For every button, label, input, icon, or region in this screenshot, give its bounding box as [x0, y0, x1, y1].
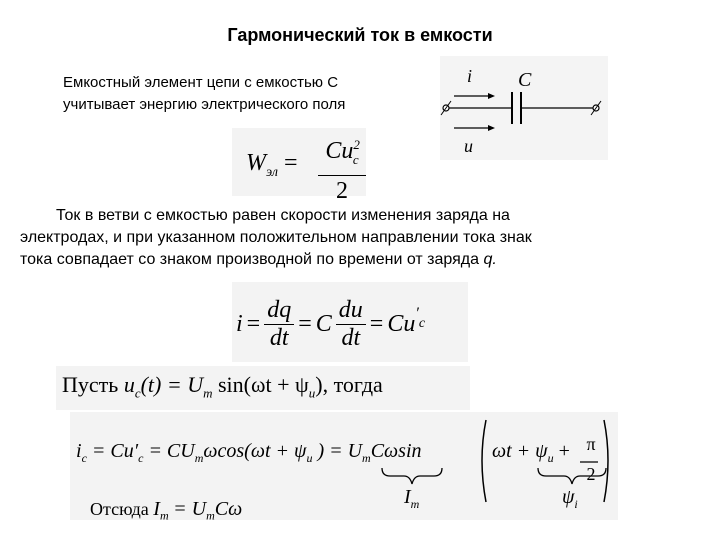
current-label: i	[467, 66, 473, 86]
under-im: I	[404, 486, 411, 508]
hence-line	[90, 498, 242, 524]
bracket-psi-sub: u	[547, 451, 554, 465]
hence-um-sub: m	[206, 508, 215, 523]
energy-lhs-symbol: W	[246, 150, 266, 176]
page-title: Гармонический ток в емкости	[227, 25, 493, 45]
paragraph-line-3: тока совпадает со знаком производной по времени от заряда	[20, 251, 480, 268]
current-arrow-head	[488, 93, 495, 99]
energy-formula-fraction	[318, 130, 366, 206]
deriv-i: i	[236, 310, 243, 337]
current-cu-sub: c	[138, 451, 144, 465]
let-then-word: тогда	[333, 372, 383, 397]
let-func-sub: c	[134, 385, 141, 401]
under-im-sub: m	[410, 497, 420, 511]
current-cu: = Cu	[91, 440, 134, 462]
deriv-dt-2: dt	[341, 324, 361, 351]
deriv-prime: ′	[415, 305, 419, 322]
paragraph-line-2: электродах, и при указанном положительном направлении тока знак	[20, 229, 532, 246]
underbrace-psi	[538, 468, 606, 484]
energy-formula-lhs: $W_{эл}$ =	[246, 150, 298, 180]
deriv-sub: c	[418, 316, 426, 331]
current-cos: ωcos(ωt + ψ	[203, 440, 307, 462]
bracket-inner: $\omega t + \psi_u$ +	[492, 440, 570, 465]
current-i: i	[76, 440, 82, 462]
current-um-sub: m	[362, 451, 371, 465]
intro-line-1: Емкостный элемент цепи с емкостью C	[63, 74, 339, 91]
underbrace-im-label	[404, 486, 419, 512]
derivative-formula: i = $\frac{dq}{dt}$ = C $\frac{du}{dt}$ = Cu ′ $_c$	[236, 296, 426, 351]
let-arg: (t)	[140, 372, 162, 397]
hence-word: Отсюда	[90, 499, 149, 519]
deriv-dq-dt	[264, 297, 294, 352]
current-sin: Cωsin	[370, 440, 422, 462]
deriv-dq: dq	[264, 297, 294, 325]
current-i-sub: c	[81, 451, 87, 465]
current-cum-sub: m	[194, 451, 204, 465]
deriv-c: C	[315, 310, 332, 337]
underbrace-psi-label	[562, 486, 578, 512]
bracket-two: 2	[586, 464, 596, 484]
let-line	[62, 372, 383, 401]
hence-im-sub: m	[159, 508, 169, 523]
let-sin: sin(ωt + ψ	[217, 372, 309, 397]
deriv-du-dt	[336, 297, 366, 352]
let-word: Пусть	[62, 372, 119, 397]
current-prime: ′	[133, 440, 139, 462]
capacitor-label: C	[518, 69, 532, 91]
let-psi-sub: u	[308, 385, 316, 401]
bracket-pi: π	[586, 434, 596, 454]
energy-num: Cu	[325, 138, 354, 164]
under-psi-sub: i	[574, 497, 578, 511]
hence-um: = U	[173, 498, 207, 520]
under-psi: ψ	[562, 486, 575, 508]
paragraph-line-1: Ток в ветви с емкостью равен скорости изменения заряда на	[56, 207, 510, 224]
paragraph-q-variable: q.	[483, 251, 497, 268]
let-eq: = U	[166, 372, 204, 397]
hence-im: I	[153, 498, 160, 520]
current-description-paragraph	[20, 205, 684, 271]
let-m-sub: m	[203, 385, 213, 401]
deriv-cu: Cu	[387, 310, 416, 337]
deriv-dt-1: dt	[269, 324, 289, 351]
voltage-arrow-head	[488, 125, 495, 131]
hence-cw: Cω	[214, 498, 243, 520]
voltage-label: u	[464, 136, 473, 156]
intro-text	[63, 72, 345, 116]
energy-num-sup: 2	[353, 137, 360, 152]
deriv-du: du	[336, 297, 366, 325]
current-equation	[76, 440, 422, 466]
underbrace-im	[382, 468, 442, 484]
current-um: ) = U	[317, 440, 363, 462]
current-cum: = CU	[148, 440, 195, 462]
current-psi-sub: u	[306, 451, 313, 465]
let-func: u	[123, 372, 135, 397]
energy-lhs-sub: эл	[266, 164, 278, 180]
let-close: ),	[315, 372, 329, 397]
capacitor-circuit-diagram	[436, 52, 612, 164]
energy-den: 2	[336, 177, 348, 204]
intro-line-2: учитывает энергию электрического поля	[63, 96, 346, 113]
energy-num-sub: c	[352, 151, 359, 167]
bracket-inner-expr: ωt + ψ	[492, 440, 548, 462]
